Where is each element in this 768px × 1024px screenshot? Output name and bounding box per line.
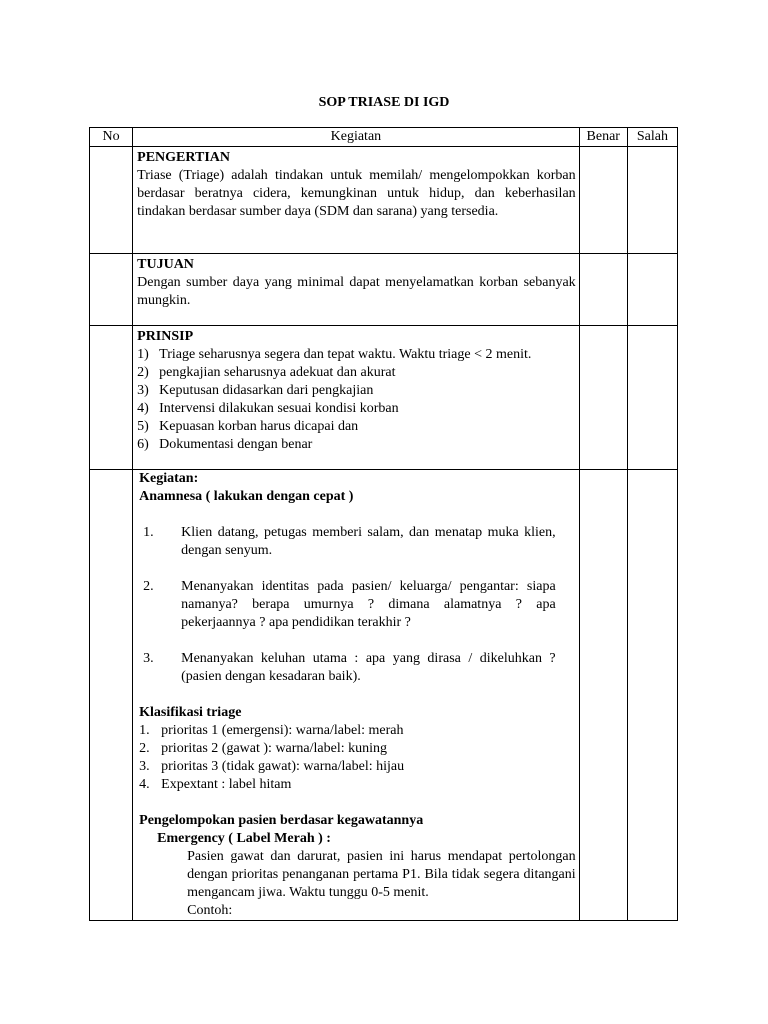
list-item: 6) Dokumentasi dengan benar <box>137 437 313 452</box>
pengertian-cell <box>133 147 580 254</box>
table-row <box>90 147 678 254</box>
salah-checkbox-cell[interactable] <box>627 326 677 470</box>
list-item: 3. prioritas 3 (tidak gawat): warna/label: hijau <box>139 759 405 774</box>
list-item: 1) Triage seharusnya segera dan tepat waktu. Waktu triage < 2 menit. <box>137 347 532 362</box>
pengelompokan-heading: Pengelompokan pasien berdasar kegawatannya <box>139 813 424 828</box>
header-kegiatan: Kegiatan <box>133 128 580 147</box>
tujuan-text: Dengan sumber daya yang minimal dapat menyelamatkan korban sebanyak mungkin. <box>137 275 576 308</box>
tujuan-cell <box>133 254 580 326</box>
salah-checkbox-cell[interactable] <box>627 254 677 326</box>
list-item: 4) Intervensi dilakukan sesuai kondisi korban <box>137 401 399 416</box>
row-no-cell <box>90 470 133 921</box>
prinsip-list <box>137 346 576 454</box>
benar-checkbox-cell[interactable] <box>579 254 627 326</box>
list-item: 2. prioritas 2 (gawat ): warna/label: kuning <box>139 741 388 756</box>
klasifikasi-list <box>139 722 576 794</box>
list-item: 2) pengkajian seharusnya adekuat dan akurat <box>137 365 396 380</box>
salah-checkbox-cell[interactable] <box>627 147 677 254</box>
kegiatan-cell <box>133 470 580 921</box>
klasifikasi-heading: Klasifikasi triage <box>139 705 242 720</box>
benar-checkbox-cell[interactable] <box>579 147 627 254</box>
anamnesa-list <box>139 524 576 686</box>
row-no-cell <box>90 326 133 470</box>
list-item: 1. prioritas 1 (emergensi): warna/label: merah <box>139 723 404 738</box>
emergency-heading: Emergency ( Label Merah ) : <box>157 831 331 846</box>
anamnesa-heading: Anamnesa ( lakukan dengan cepat ) <box>139 489 354 504</box>
table-row <box>90 326 678 470</box>
emergency-text: Pasien gawat dan darurat, pasien ini harus mendapat pertolongan dengan prioritas penanganan pertama P1. Bila tidak segera ditangani mengancam jiwa. Waktu tunggu 0-5 menit. <box>187 849 576 900</box>
table-header-row <box>90 128 678 147</box>
pengertian-heading: PENGERTIAN <box>137 150 230 165</box>
kegiatan-heading: Kegiatan: <box>139 471 199 486</box>
list-item: 5) Kepuasan korban harus dicapai dan <box>137 419 359 434</box>
list-item: 4. Expextant : label hitam <box>139 777 292 792</box>
list-item: 2. Menanyakan identitas pada pasien/ keluarga/ pengantar: siapa namanya? berapa umurnya ? dimana alamatnya ? apa pekerjaannya ? apa pendidikan terakhir ? <box>143 579 556 630</box>
pengertian-text: Triase (Triage) adalah tindakan untuk memilah/ mengelompokkan korban berdasar beratnya cidera, kemungkinan untuk hidup, dan keberhasilan tindakan berdasar sumber daya (SDM dan sarana) yang tersedia. <box>137 168 576 219</box>
prinsip-cell <box>133 326 580 470</box>
header-salah: Salah <box>627 128 677 147</box>
list-item: 3) Keputusan didasarkan dari pengkajian <box>137 383 374 398</box>
benar-checkbox-cell[interactable] <box>579 470 627 921</box>
header-no: No <box>90 128 133 147</box>
contoh-label: Contoh: <box>187 903 233 918</box>
list-item: 3. Menanyakan keluhan utama : apa yang dirasa / dikeluhkan ? (pasien dengan kesadaran baik). <box>143 651 556 684</box>
list-item: 1. Klien datang, petugas memberi salam, dan menatap muka klien, dengan senyum. <box>143 525 556 558</box>
row-no-cell <box>90 254 133 326</box>
table-row <box>90 254 678 326</box>
document-title: SOP TRIASE DI IGD <box>318 95 450 110</box>
header-benar: Benar <box>579 128 627 147</box>
tujuan-heading: TUJUAN <box>137 257 194 272</box>
benar-checkbox-cell[interactable] <box>579 326 627 470</box>
sop-table <box>89 127 678 921</box>
table-row <box>90 470 678 921</box>
prinsip-heading: PRINSIP <box>137 329 194 344</box>
row-no-cell <box>90 147 133 254</box>
salah-checkbox-cell[interactable] <box>627 470 677 921</box>
